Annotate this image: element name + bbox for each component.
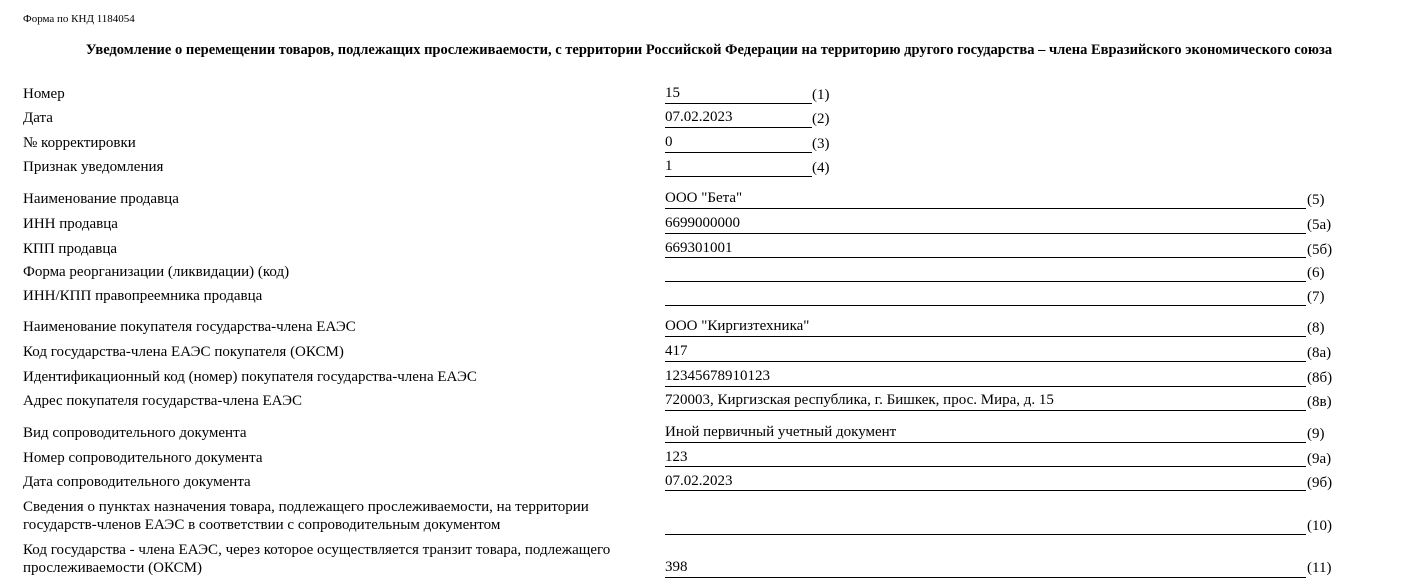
field-doc-type-value: Иной первичный учетный документ	[665, 424, 897, 440]
field-buyer-id-value: 12345678910123	[665, 368, 770, 384]
field-number-label: Номер	[23, 86, 65, 102]
field-reorg-form-underline	[665, 281, 1306, 282]
field-successor-code: (7)	[1307, 289, 1325, 305]
field-number-underline	[665, 103, 812, 104]
field-correction-code: (3)	[812, 136, 830, 152]
field-seller-inn-label: ИНН продавца	[23, 216, 118, 232]
field-buyer-name-value: ООО "Киргизтехника"	[665, 318, 810, 334]
field-transit-label-line2: прослеживаемости (ОКСМ)	[23, 560, 202, 576]
field-date-label: Дата	[23, 110, 53, 126]
field-seller-inn-underline	[665, 233, 1306, 234]
field-reorg-form-label: Форма реорганизации (ликвидации) (код)	[23, 264, 290, 280]
field-buyer-name-underline	[665, 336, 1306, 337]
field-seller-kpp-underline	[665, 257, 1306, 258]
field-seller-kpp-value: 669301001	[665, 240, 733, 256]
field-notice-sign-value: 1	[665, 158, 673, 174]
field-buyer-id-code: (8б)	[1307, 370, 1333, 386]
document-title: Уведомление о перемещении товаров, подлежащих прослеживаемости, с территории Российской Федерации на территорию другого государства – члена Евразийского экономического союза	[85, 42, 1333, 58]
field-date-underline	[665, 127, 812, 128]
field-buyer-name-label: Наименование покупателя государства-члена ЕАЭС	[23, 319, 356, 335]
field-doc-number-underline	[665, 466, 1306, 467]
field-doc-date-value: 07.02.2023	[665, 473, 733, 489]
field-seller-kpp-label: КПП продавца	[23, 241, 118, 257]
field-seller-inn-value: 6699000000	[665, 215, 740, 231]
field-notice-sign-label: Признак уведомления	[23, 159, 164, 175]
field-transit-underline	[665, 577, 1306, 578]
field-reorg-form-code: (6)	[1307, 265, 1325, 281]
field-number-code: (1)	[812, 87, 830, 103]
field-seller-name-label: Наименование продавца	[23, 191, 179, 207]
field-buyer-country-value: 417	[665, 343, 688, 359]
field-buyer-id-label: Идентификационный код (номер) покупателя государства-члена ЕАЭС	[23, 369, 477, 385]
field-doc-number-label: Номер сопроводительного документа	[23, 450, 263, 466]
field-destinations-label-line2: государств-членов ЕАЭС в соответствии с сопроводительным документом	[23, 517, 501, 533]
field-doc-number-code: (9а)	[1307, 451, 1332, 467]
field-notice-sign-underline	[665, 176, 812, 177]
field-buyer-name-code: (8)	[1307, 320, 1325, 336]
field-seller-name-value: ООО "Бета"	[665, 190, 743, 206]
field-buyer-country-code: (8а)	[1307, 345, 1332, 361]
field-transit-label-line1: Код государства - члена ЕАЭС, через которое осуществляется транзит товара, подлежащего	[23, 542, 611, 558]
field-correction-underline	[665, 152, 812, 153]
field-seller-name-code: (5)	[1307, 192, 1325, 208]
field-doc-type-underline	[665, 442, 1306, 443]
field-date-value: 07.02.2023	[665, 109, 733, 125]
field-buyer-country-underline	[665, 361, 1306, 362]
field-successor-label: ИНН/КПП правопреемника продавца	[23, 288, 263, 304]
field-doc-date-code: (9б)	[1307, 475, 1333, 491]
field-date-code: (2)	[812, 111, 830, 127]
field-successor-underline	[665, 305, 1306, 306]
field-buyer-address-underline	[665, 410, 1306, 411]
field-destinations-code: (10)	[1307, 518, 1332, 534]
field-seller-inn-code: (5а)	[1307, 217, 1332, 233]
field-seller-kpp-code: (5б)	[1307, 242, 1333, 258]
field-transit-value: 398	[665, 559, 688, 575]
field-correction-value: 0	[665, 134, 673, 150]
field-doc-date-label: Дата сопроводительного документа	[23, 474, 251, 490]
field-buyer-address-label: Адрес покупателя государства-члена ЕАЭС	[23, 393, 303, 409]
form-code: Форма по КНД 1184054	[23, 13, 135, 25]
field-doc-type-label: Вид сопроводительного документа	[23, 425, 247, 441]
field-buyer-id-underline	[665, 386, 1306, 387]
field-seller-name-underline	[665, 208, 1306, 209]
field-destinations-label-line1: Сведения о пунктах назначения товара, подлежащего прослеживаемости, на территории	[23, 499, 589, 515]
field-destinations-underline	[665, 534, 1306, 535]
field-number-value: 15	[665, 85, 680, 101]
field-doc-number-value: 123	[665, 449, 688, 465]
field-correction-label: № корректировки	[23, 135, 136, 151]
field-doc-date-underline	[665, 490, 1306, 491]
field-buyer-country-label: Код государства-члена ЕАЭС покупателя (ОКСМ)	[23, 344, 344, 360]
field-notice-sign-code: (4)	[812, 160, 830, 176]
field-buyer-address-code: (8в)	[1307, 394, 1332, 410]
field-doc-type-code: (9)	[1307, 426, 1325, 442]
field-buyer-address-value: 720003, Киргизская республика, г. Бишкек, прос. Мира, д. 15	[665, 392, 1054, 408]
field-transit-code: (11)	[1307, 560, 1332, 576]
